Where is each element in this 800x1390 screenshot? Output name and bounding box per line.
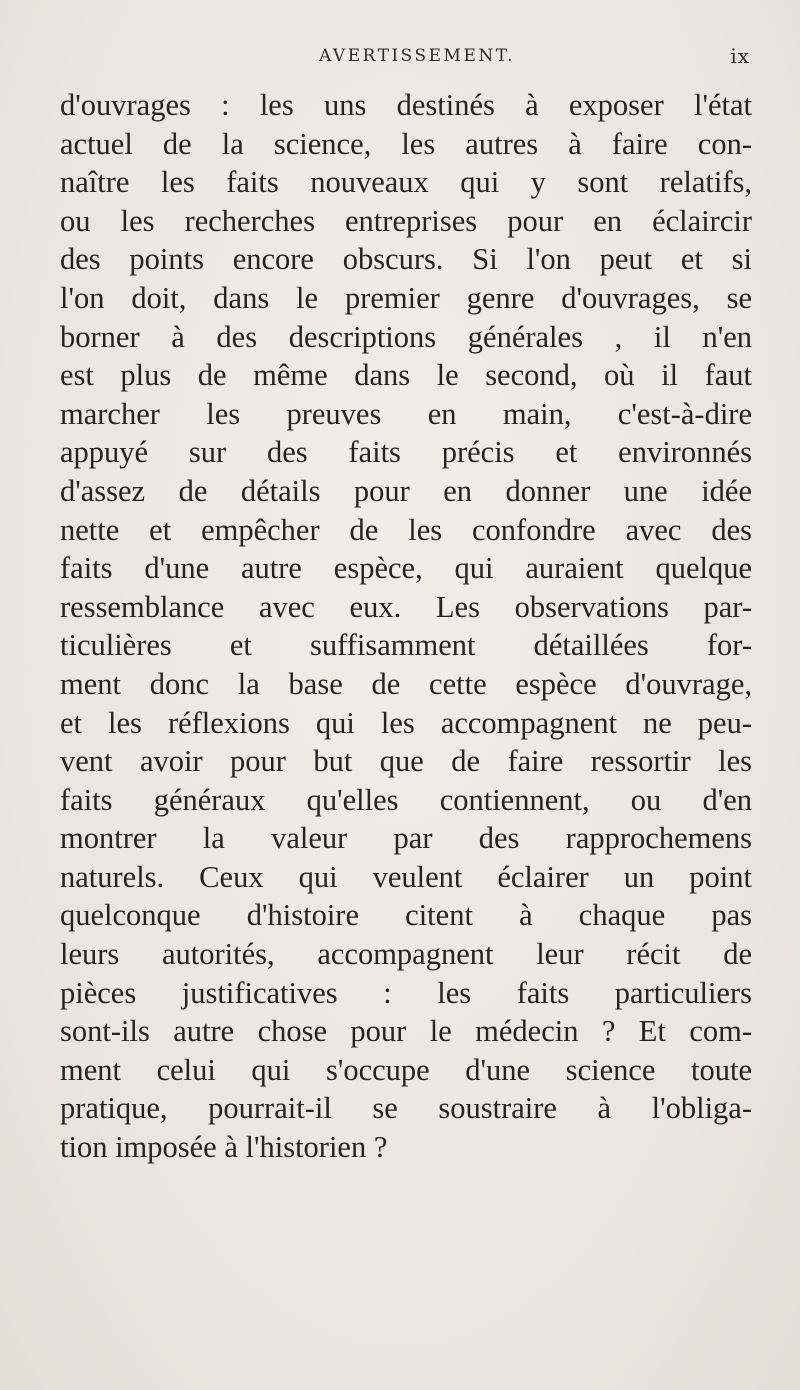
text-line: montrer la valeur par des rapprochemens	[60, 821, 752, 856]
text-line: nette et empêcher de les confondre avec des	[60, 512, 752, 547]
text-line: faits d'une autre espèce, qui auraient quelque	[60, 551, 752, 586]
text-line: pratique, pourrait-il se soustraire à l'obliga-	[60, 1091, 752, 1126]
text-line: faits généraux qu'elles contiennent, ou d'en	[60, 782, 752, 817]
text-line: naître les faits nouveaux qui y sont relatifs,	[60, 165, 752, 200]
text-line: appuyé sur des faits précis et environnés	[60, 435, 752, 470]
text-line: borner à des descriptions générales , il n'en	[60, 319, 752, 354]
text-line: et les réflexions qui les accompagnent ne peu-	[60, 705, 752, 740]
text-line: naturels. Ceux qui veulent éclairer un point	[60, 859, 752, 894]
text-line: ticulières et suffisamment détaillées for-	[60, 628, 752, 663]
text-line: sont-ils autre chose pour le médecin ? Et com-	[60, 1014, 752, 1049]
text-line: des points encore obscurs. Si l'on peut et si	[60, 242, 752, 277]
text-line: leurs autorités, accompagnent leur récit de	[60, 937, 752, 972]
text-line: d'ouvrages : les uns destinés à exposer l'état	[60, 88, 752, 122]
text-line: vent avoir pour but que de faire ressortir les	[60, 744, 752, 779]
text-line: est plus de même dans le second, où il faut	[60, 358, 752, 393]
text-line: d'assez de détails pour en donner une idée	[60, 473, 752, 508]
text-line: ment celui qui s'occupe d'une science toute	[60, 1052, 752, 1087]
text-line: quelconque d'histoire citent à chaque pas	[60, 898, 752, 933]
text-line: actuel de la science, les autres à faire con-	[60, 126, 752, 161]
text-line: pièces justificatives : les faits particuliers	[60, 975, 752, 1010]
text-line: marcher les preuves en main, c'est-à-dire	[60, 396, 752, 431]
text-line: l'on doit, dans le premier genre d'ouvrages, se	[60, 280, 752, 315]
text-line: ment donc la base de cette espèce d'ouvrage,	[60, 666, 752, 701]
text-line: ressemblance avec eux. Les observations par-	[60, 589, 752, 624]
running-head	[60, 46, 754, 72]
body-text	[60, 86, 752, 1167]
page-number: ix	[730, 44, 750, 68]
running-title: AVERTISSEMENT.	[318, 46, 515, 66]
text-line: ou les recherches entreprises pour en éclaircir	[60, 203, 752, 238]
text-line: tion imposée à l'historien ?	[60, 1130, 388, 1165]
